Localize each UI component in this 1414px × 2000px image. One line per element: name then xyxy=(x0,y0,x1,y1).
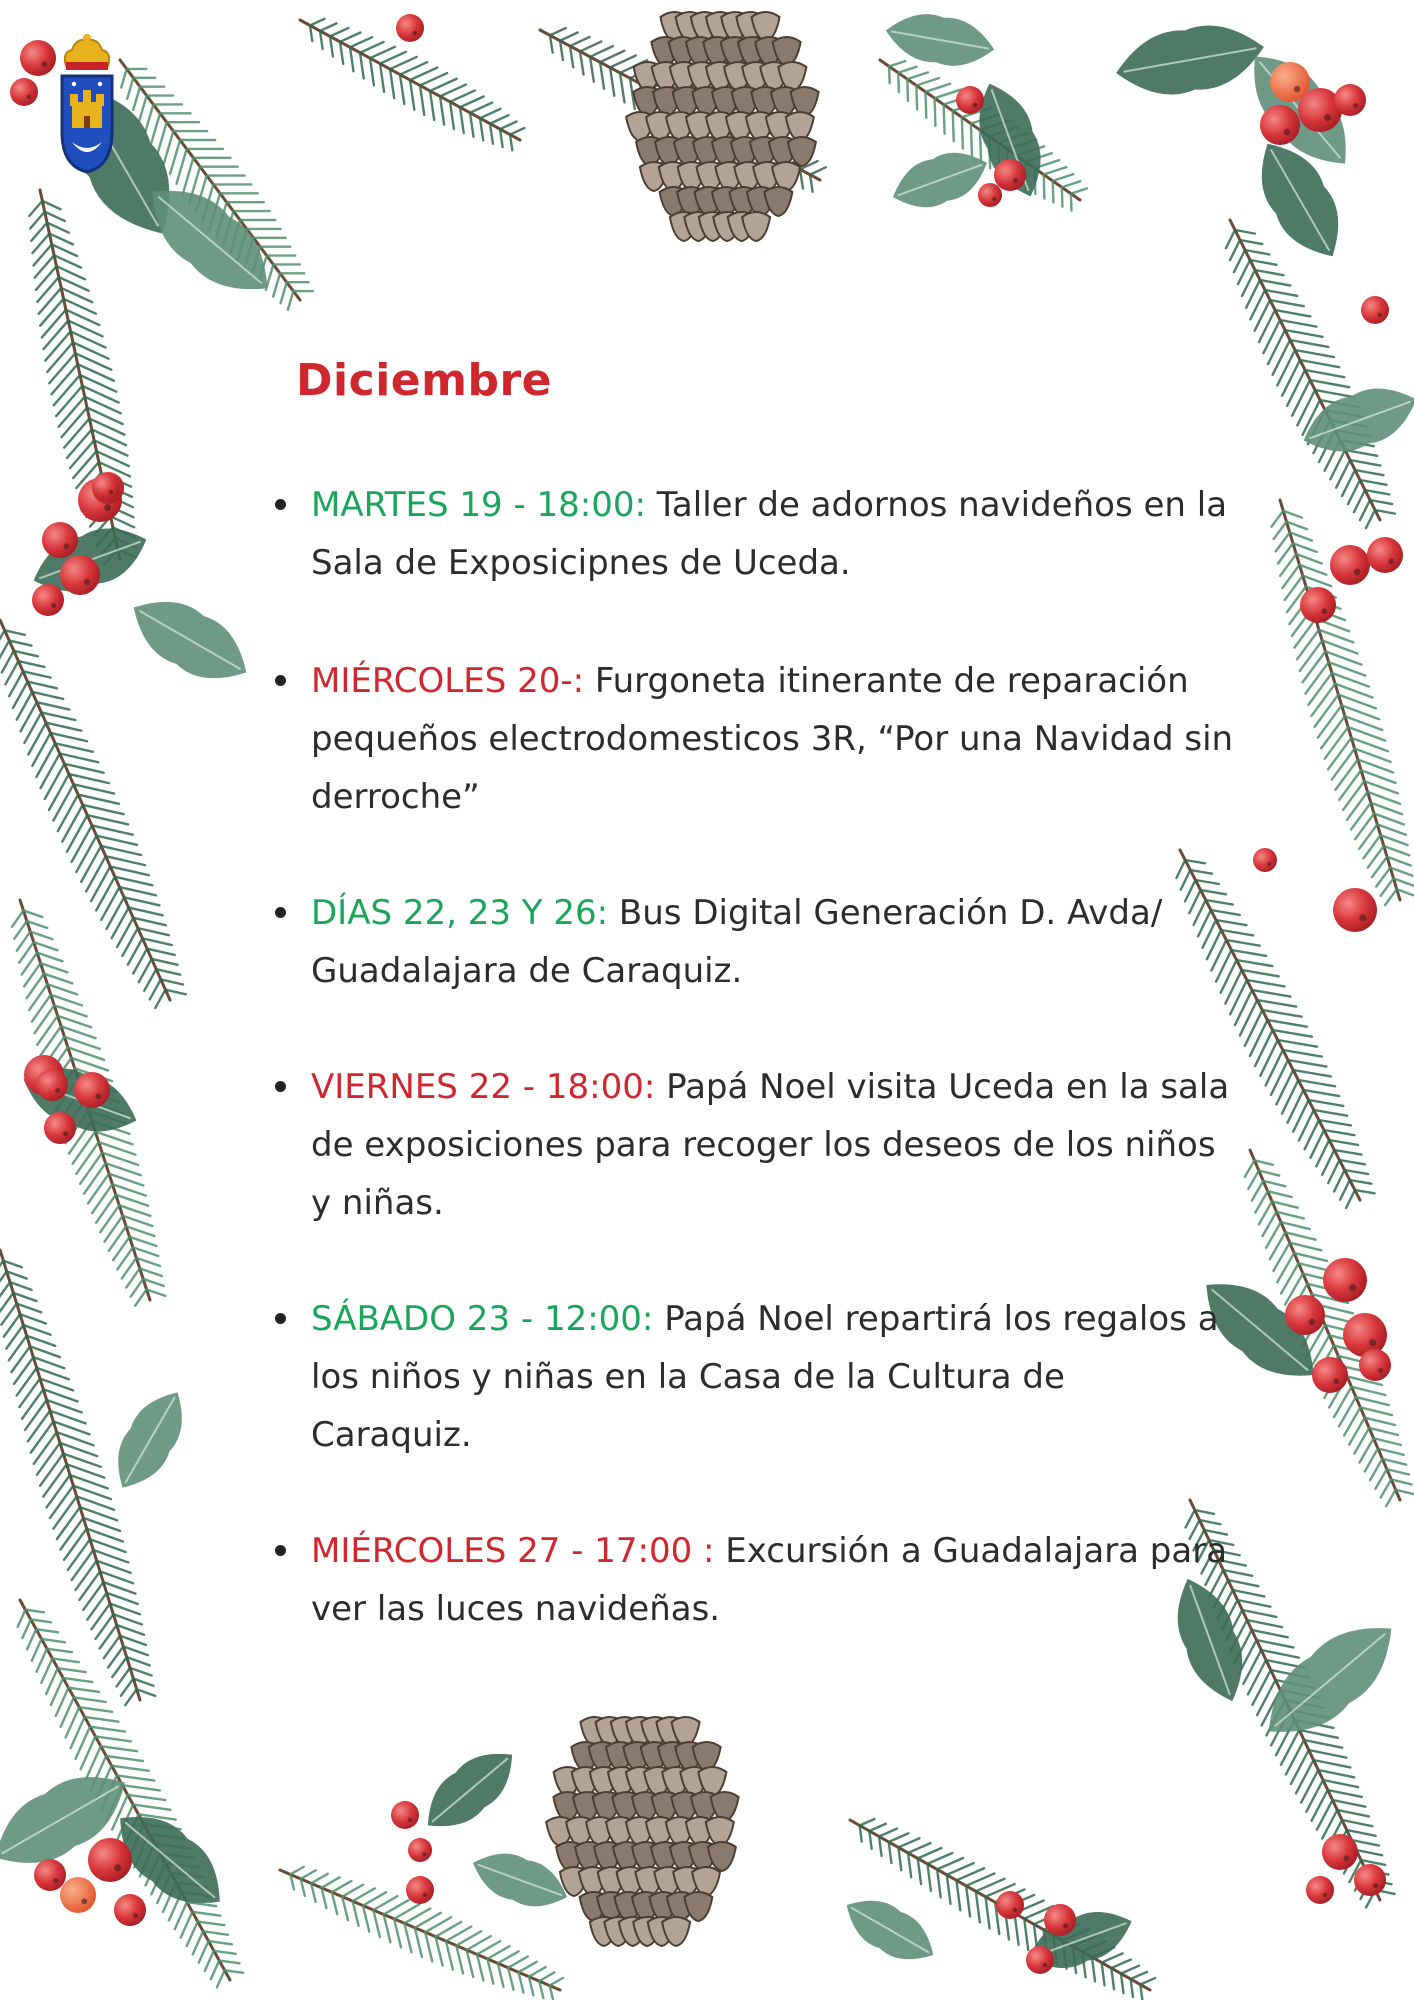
event-item xyxy=(275,1058,1235,1232)
event-item xyxy=(275,1290,1235,1464)
bullet-icon xyxy=(275,907,286,918)
event-list xyxy=(275,476,1235,1638)
event-item xyxy=(275,1522,1235,1638)
bullet-icon xyxy=(275,1545,286,1556)
bullet-icon xyxy=(275,499,286,510)
month-title: Diciembre xyxy=(296,355,552,406)
event-date-time: SÁBADO 23 - 12:00: xyxy=(311,1299,654,1339)
event-date-time: VIERNES 22 - 18:00: xyxy=(311,1067,656,1107)
event-description: Papá Noel visita Uceda en la sala de exposiciones para recoger los deseos de los niños y niñas. xyxy=(311,1067,1230,1223)
event-date-time: DÍAS 22, 23 Y 26: xyxy=(311,893,609,933)
event-description: Bus Digital Generación D. Avda/ Guadalajara de Caraquiz. xyxy=(311,893,1163,991)
event-description: Excursión a Guadalajara para ver las luces navideñas. xyxy=(311,1531,1228,1629)
bullet-icon xyxy=(275,1313,286,1324)
event-date-time: MIÉRCOLES 27 - 17:00 : xyxy=(311,1531,715,1571)
event-item xyxy=(275,476,1235,592)
event-description: Taller de adornos navideños en la Sala de Exposicipnes de Uceda. xyxy=(311,485,1228,583)
event-description: Furgoneta itinerante de reparación pequeños electrodomesticos 3R, “Por una Navidad sin derroche” xyxy=(311,661,1234,817)
event-item xyxy=(275,884,1235,1000)
bullet-icon xyxy=(275,1081,286,1092)
event-date-time: MIÉRCOLES 20-: xyxy=(311,661,585,701)
bullet-icon xyxy=(275,675,286,686)
event-item xyxy=(275,652,1235,826)
event-description: Papá Noel repartirá los regalos a los niños y niñas en la Casa de la Cultura de Caraquiz. xyxy=(311,1299,1219,1455)
event-date-time: MARTES 19 - 18:00: xyxy=(311,485,646,525)
